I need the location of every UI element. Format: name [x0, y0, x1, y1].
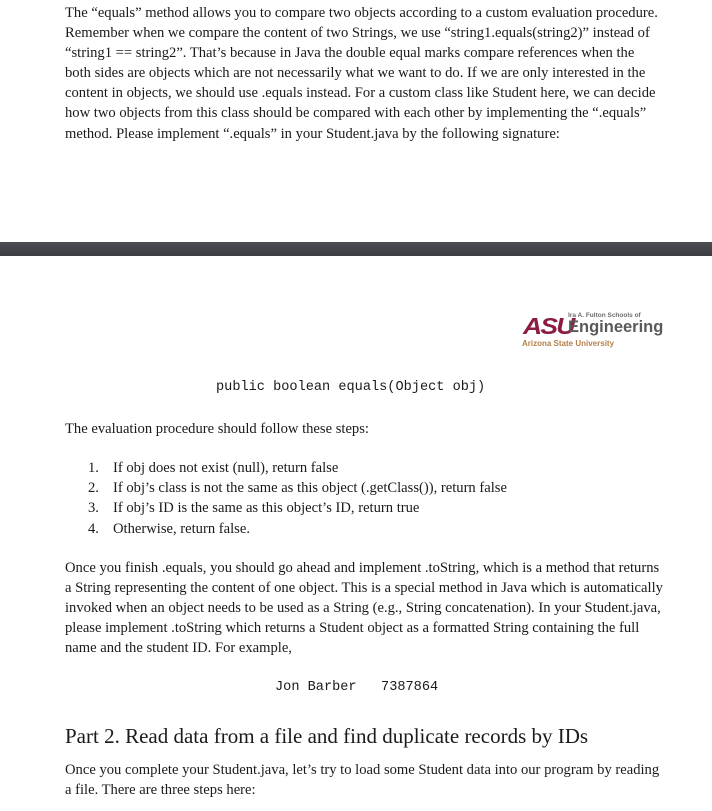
list-item [88, 498, 507, 518]
step-text: If obj’s class is not the same as this object (.getClass()), return false [113, 480, 507, 497]
asu-logo-mark: ASU [523, 313, 574, 339]
equals-intro-paragraph [65, 3, 675, 144]
paragraph-line: Remember when we compare the content of two Strings, we use “string1.equals(string2)” instead of [65, 25, 650, 42]
document-page-top [0, 0, 712, 242]
paragraph-line: invoked when an object needs to be used as a String (e.g., String concatenation). In your Student.java, [65, 600, 661, 617]
steps-intro-text: The evaluation procedure should follow these steps: [65, 421, 369, 437]
paragraph-line: how two objects from this class should be compared with each other by implementing the “.equals” [65, 105, 647, 122]
page-break-divider [0, 242, 712, 256]
step-number: 3. [88, 500, 99, 517]
paragraph-line: “string1 == string2”. That’s because in Java the double equal marks compare references when the [65, 45, 635, 62]
paragraph-line: Once you finish .equals, you should go ahead and implement .toString, which is a method that returns [65, 560, 660, 576]
list-item [88, 519, 507, 539]
step-number: 4. [88, 520, 99, 537]
equals-signature-code: public boolean equals(Object obj) [216, 380, 486, 395]
step-text: If obj does not exist (null), return false [113, 460, 339, 476]
tostring-paragraph [65, 558, 675, 658]
step-number: 1. [88, 460, 99, 476]
paragraph-line: Once you complete your Student.java, let’s try to load some Student data into our program by reading [65, 762, 660, 778]
paragraph-line: The “equals” method allows you to compare two objects according to a custom evaluation procedure. [65, 5, 658, 21]
logo-university-name: Arizona State University [522, 339, 615, 348]
step-text: Otherwise, return false. [113, 520, 250, 537]
logo-engineering-text: Engineering [568, 318, 664, 336]
part2-heading: Part 2. Read data from a file and find duplicate records by IDs [65, 724, 589, 748]
step-text: If obj’s ID is the same as this object’s ID, return true [113, 500, 420, 517]
paragraph-line: please implement .toString which returns a Student object as a formatted String containing the full [65, 620, 640, 637]
paragraph-line: both sides are objects which are not necessarily what we want to do. If we are only interested in the [65, 65, 646, 82]
list-item [88, 478, 507, 498]
paragraph-line: content in objects, we should use .equals instead. For a custom class like Student here, we can decide [65, 85, 656, 102]
tostring-example-output: Jon Barber 7387864 [275, 680, 439, 695]
logo-school-name: Ira A. Fulton Schools of [568, 312, 641, 319]
asu-engineering-logo [520, 310, 670, 350]
part2-paragraph [65, 760, 675, 800]
paragraph-line: a file. There are three steps here: [65, 782, 256, 799]
list-item [88, 458, 507, 478]
step-number: 2. [88, 480, 99, 497]
paragraph-line: method. Please implement “.equals” in your Student.java by the following signature: [65, 125, 560, 142]
paragraph-line: a String representing the content of one object. This is a special method in Java which is automatically [65, 580, 663, 597]
paragraph-line: name and the student ID. For example, [65, 640, 292, 657]
evaluation-steps-list [88, 458, 507, 539]
